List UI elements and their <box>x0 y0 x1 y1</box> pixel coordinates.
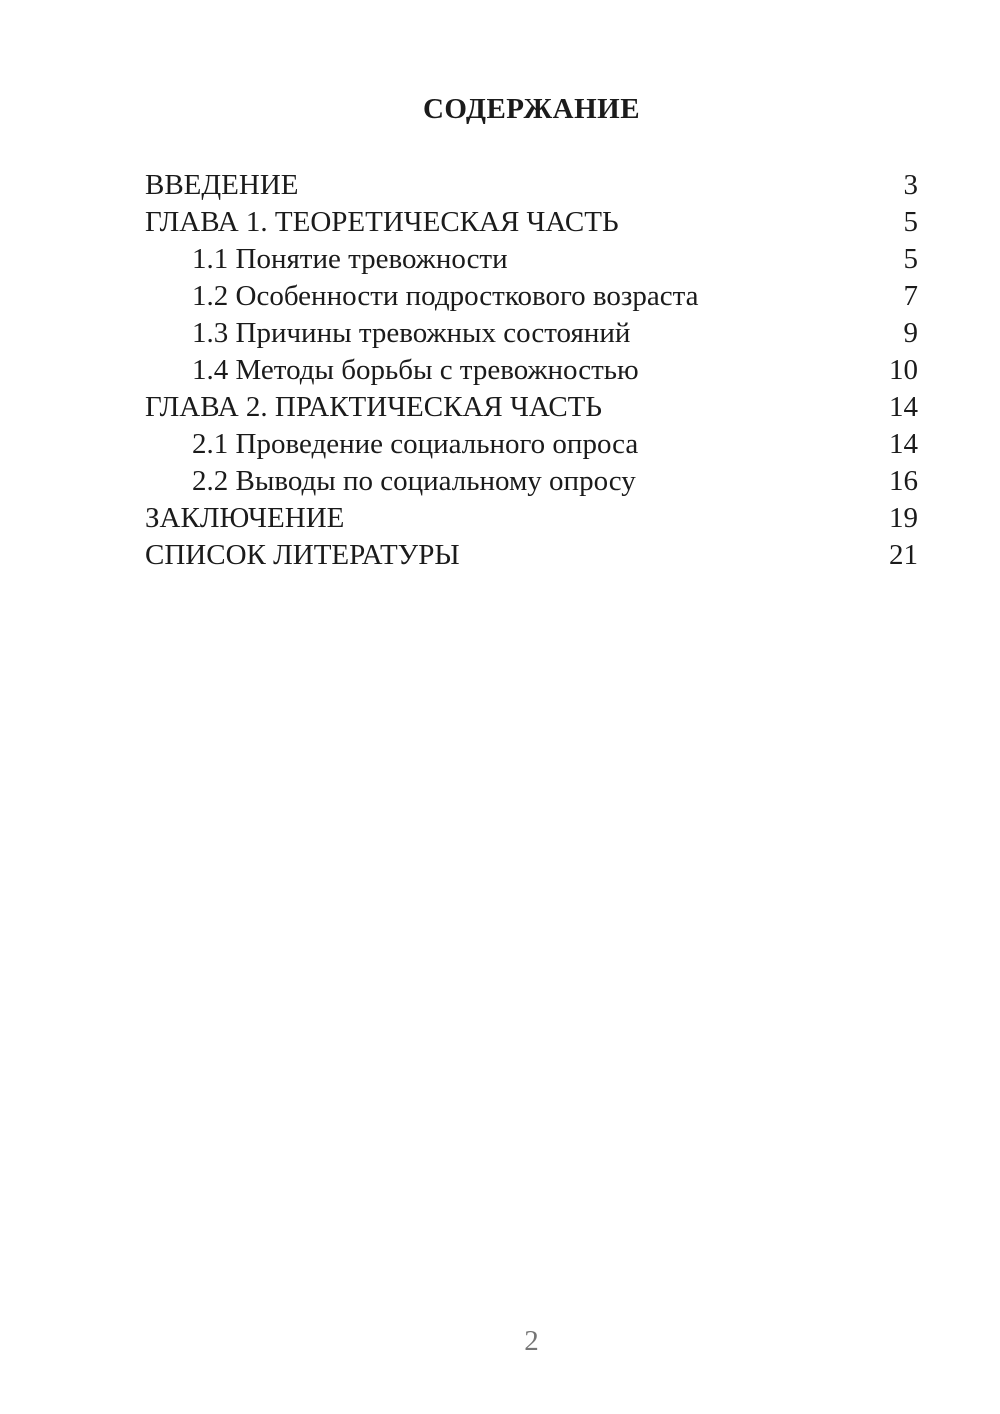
toc-entry <box>145 463 918 500</box>
toc-entry <box>145 352 918 389</box>
toc-entry-label: ГЛАВА 1. ТЕОРЕТИЧЕСКАЯ ЧАСТЬ <box>145 206 619 238</box>
table-of-contents <box>145 167 918 574</box>
toc-entry <box>145 241 918 278</box>
toc-entry-page: 10 <box>889 354 918 386</box>
page-title: СОДЕРЖАНИЕ <box>422 93 641 125</box>
toc-entry <box>145 389 918 426</box>
toc-entry <box>145 204 918 241</box>
toc-entry-page: 19 <box>889 502 918 534</box>
toc-entry-label: ЗАКЛЮЧЕНИЕ <box>145 502 345 534</box>
toc-entry-page: 14 <box>889 428 918 460</box>
toc-entry-label: 1.1 Понятие тревожности <box>192 243 508 275</box>
toc-entry-label: 1.2 Особенности подросткового возраста <box>192 280 699 312</box>
toc-entry-label: 2.2 Выводы по социальному опросу <box>192 465 636 497</box>
footer-page-number: 2 <box>524 1325 539 1357</box>
toc-entry <box>145 426 918 463</box>
toc-entry <box>145 278 918 315</box>
toc-entry-page: 14 <box>889 391 918 423</box>
toc-entry-page: 3 <box>903 169 918 201</box>
toc-entry <box>145 315 918 352</box>
toc-entry-page: 7 <box>903 280 918 312</box>
toc-entry-page: 5 <box>903 206 918 238</box>
toc-entry-page: 16 <box>889 465 918 497</box>
toc-entry-page: 5 <box>903 243 918 275</box>
toc-entry <box>145 167 918 204</box>
toc-entry-label: 1.4 Методы борьбы с тревожностью <box>192 354 639 386</box>
toc-entry-page: 9 <box>903 317 918 349</box>
toc-entry-page: 21 <box>889 539 918 571</box>
toc-entry-label: 2.1 Проведение социального опроса <box>192 428 639 460</box>
toc-entry-label: ВВЕДЕНИЕ <box>145 169 299 201</box>
toc-entry-label: СПИСОК ЛИТЕРАТУРЫ <box>145 539 460 571</box>
toc-entry <box>145 500 918 537</box>
toc-entry-label: ГЛАВА 2. ПРАКТИЧЕСКАЯ ЧАСТЬ <box>145 391 603 423</box>
toc-entry-label: 1.3 Причины тревожных состояний <box>192 317 631 349</box>
toc-entry <box>145 537 918 574</box>
